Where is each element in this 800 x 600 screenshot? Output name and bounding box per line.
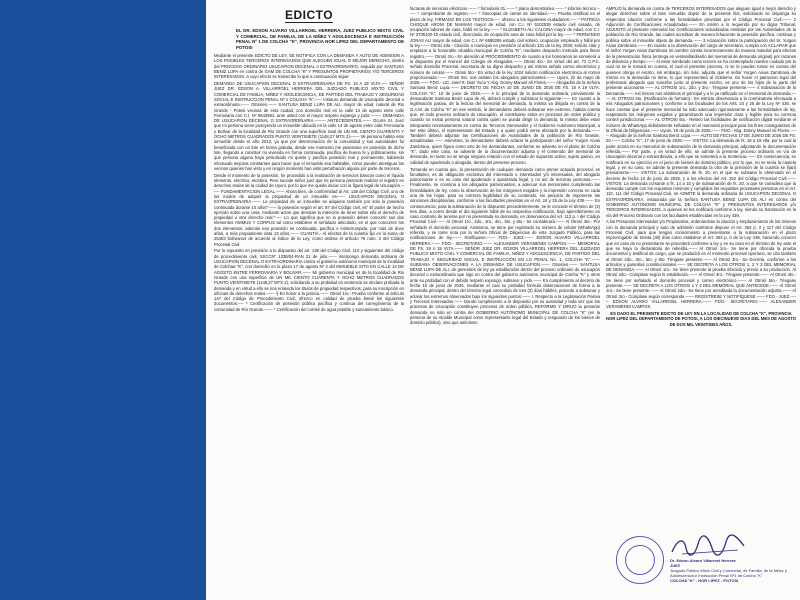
col1-paragraph: Desde el momento de la posesión, he procedido a la realización de servicios básicos como el líquido elemento, eléctrico, etcétera. Pero sucede señor juez que mi persona pretende realizar el registro en derechos reales de la ciudad de Uyuni, por lo que me queda iniciar con la figura legal de Usucapión.------ FUNDAMENTACION LEGAL.------ Ahora bien, de conformidad al Art. 138 del Código Civil, uno de los modos de adquirir la propiedad de un inmueble es------ USUCAPION DECENAL O EXTRAORDINARIA.------ La propiedad de un inmueble se adquiere también por solo la posesión continuada durante 10 años"------ la posesión según el art. 87 del Código civil, es" El poder de hecho ejercido sobre una cosa, mediante actos que denotan la intención de tener sobre ella el derecho de propiedad u otro derecho real."----- Lo que significa que en la posesión deben concurrir sus dos elementos ANIMUS Y CORPUS tal como establece el señalado articulado, en el que concurren los dos elementos, además esa posesión es continuada, pacífica e ininterrumpida, por más de doce años, a más propiamente data 13 años.------ CUANTÍA.- Al efectos de la cuantía fijo en la suma de 25403 bolivianos de acuerdo al índice de la Ley, como ordena el artículo 76 num. 2 del Código Procesal Civil. (214, 172, 404, 247)
col1-paragraph: DEMANDA DE USUCAPION DECENAL O EXTRAORDINARIA DE FS. 16 A 19 VLTA.---- SEÑOR JUEZ DR. EDSON A. VILLARROEL HERRERA DEL JUZGADO PUBLICO MIXTO CIVIL Y COMERCIAL DE FAMILIA, NIÑEZ Y ADOLESCENCIA, DE PARTIDO DEL TRABAJO Y SEGURIDAD SOCIAL E INSTRUCCION PENAL Nº 1 COLCHA "K".----- Instauro demanda de Usucapión decenal o extraordinaria.------ Otrosíes.------ SANTUSA BENIZ LUPA DE ALI, mayor de edad, natural de Rio Grande - Potosi vecinas de esta ciudad, con domicilio real en la calle 14 de agosto entre calle Ferroviaria con C.I. Nº 8643861, ante usted con el mayor respeto expongo y pido:-------- DEMANDA DE USUCAPION DECENAL O EXTRAORDINARIA.-------- ANTECEDENTES.------ Ocurre Sr. Juez que mi persona viene poseyendo un inmueble ubicado en la calle 14 de agosto entre calle Ferroviaria y Bolívar de la localidad de Río Grande con una superficie total de UN MIL CIENTO CUARENTA Y OCHO METROS CUADRADOS PUNTO VEINTISIETE (1148,27 MTS 2)------- Mi persona habita este inmueble desde el año 2012, ya que por determinación de la comunidad y sus autoridades fui beneficiada con un lote en forma gratuita, desde ese momento me posesione en posesión de dicho lote, llegando a construir mi vivienda en forma continuada, pacífica de buena fe y públicamente, sin que persona alguna haya perturbado mi quieta y pacífica posesión real y permanente, habiendo efectuado mejoras constantes para hacer que el inmueble sea habitable, como pueden atestiguar los vecinos quienes han visto y en ningún momento han visto perturbación alguna por parte de terceros. (214, 81, 404, 171)
signature-block (612, 530, 792, 594)
judge-stamp-text (670, 558, 790, 583)
judge-name: Dr. Edson Alvaro Villarroel Herrera (670, 558, 736, 563)
closing-paragraph: ES DADO EL PRESENTE EDICTO DE LEY EN LA LOCALIDAD DE COLCHA "K", PROVINCIA NOR LIPEZ DEL DEPARTAMENTO DE POTOSI, A LOS DIECINUEVE DIAS DEL MES DE AGOSTO DE DOS MIL VEINTISEIS AÑOS. (606, 311, 796, 327)
col2-paragraph: facturas de servicios eléctricos.------ * formulario 01.------ * plano demostrativo.------ * informe técnico.------ * comprobante de registro.------ * fotocopias de carnet de identidad.------ Prueba testifical en el plazo de ley, FIRMADO EN LOS TESTIGOS.---- ofrezco a los siguientes ciudadanos:----- * PATRICIA CHOQUE ARONI DE MAMANI mayor de edad, con C.I. Nº 5102538 estado civil casada, de ocupación labores de casa, hábil en la ley.------ * ELIZABETH ALI CALCINA mayor de edad, con C.I. Nº 3705100-10 estado civil, divorciada, de ocupación ama de casa hábil por la ley.------ * FERNANDO JONAS ALI mayor de edad, con C.I. Nº 6666286 estado civil soltero, ocupación empleado y hábil por la ley.------ Otrosí 2do.- Citación a municipio en previsión al artículo 131 de la ley 2028, solicito citar y emplazar a la honorable alcaldía municipal de Colcha "K", mediante despacho instruido para llevar registro.------ Otrosí 3ro.- En atención al PROCEDIMIENTO de cuanto a los honorarios se someterá a lo dispuesto por el Arancel del Colegio de Abogados.------ Otrosí 4to.- En virtud del art. 72 C.P.C. señalo domicilio Procesal, secretaria de su digno despacho y así mismo señalo correo electrónico y número de celular.------ Otrosí 5to.- En virtud de la ley 1024 solicito notificación electrónica al correo proporcionado.------ Otrosí 6to. nos asisten los abogados patrocinantes.------ Uyuni, 22 de mayo de 2026.------ FDO.- LIC. Jarel R. Diaz Yuca Y Abg. Donny Manuel Ali Flores.------ Abogados de la Señora Santusa Beniz Lupa.------ DECRETO DE FECHA 10 DE JUNIO DE 2026 DE FS. 16 A 19 VLTA. COLCHA "K", 10 de junio de 2026.------ A lo principal de la demanda ordinaria, previamente la demandante Santusa Beniz Lupa de Ali, deberá cumplir y subsanar lo siguiente:------ En cuanto a la legitimación pasiva, de la lectura del memorial de demanda, la misma va dirigida en contra de la G.A.M. de Colcha "K" en ese sentido, la demandante deberá subsanar ese extremo, habida cuenta que, en todo proceso ordinario de Usucapión, al constituirse estos en procesos de orden público y cuando no exista persona natural contra quien se pueda dirigir la demanda, la misma debe estar interpuesta necesariamente en contra de Terceros Interesados y el Gobierno Autónomo Municipal, a ser este último, el representante del Estado y a quien podrá verse afectado por la demanda.------ También deberá adjuntar las Certificaciones de Autoridades de la población de Río Grande, actualizadas.------ Asimismo, la demandante deberá aclarar la participación del señor Yurgen Aivas Zambrana, quien figura como otro de los demandantes, conforme se advierte en el plano de Colcha "K", dado este caso, se advierte de la documentación adjunta y el contenido del memorial de demanda, en tanto no se tenga ninguna relación con el estado de supuesto activo, sujeto pasivo, en calidad de apoderado o abogado, dentro del presente proceso. (410, 6, 600, 165)
court-seal-icon (616, 536, 664, 584)
col3-paragraph: A los Presuntos Interesados y/o Propietarios, ordenándose la citación y emplazamiento de los mismos con la demanda principal y auto de admisión conforme dispone el Art. 363 p. II y 117 del Código Procesal Civil, para que tengan conocimiento a presentarse a la subsanación en el plazo improrrogable de treinta (30) días como establece el Art. 363 p. II de la Ley 439, haciendo conocer que en caso de no presentarse se procederá conforme a ley y en su caso en el término de ley ante el que se haya la declaratoria de rebeldía.------ Al Otrosí 1ro.- Se tiene por ofrecida la prueba documental y testifical de cargo, que se producirá en el momento procesal oportuno, se cita también al Otrosí 2do., 3ro., 5to. y 6to. Téngase presente.------ Al Otrosí 3ro.- Se Decreta, conforme a los artículos y garantías constitucionales.------ SE DECRETA A LOS OTROSI 1, 2 Y 3 DEL MEMORIAL DE DEMANDA.------ Al Otrosí 1ro.- Se tiene presente la prueba ofrecida y previo a su producción. Al Otrosí 2do.- Cúmplase según lo establecido.------ Al Otrosí 3ro.- Téngase presente.------ Al Otrosí 4to.- Se tiene por señalado el domicilio procesal y correo electrónico.------ Al Otrosí 5to.- Téngase presente.------ SE DECRETA A LOS OTROSI 1 Y 2 DEL MEMORIAL QUE ANTECEDE.------ Al Otrosí 1ro.- Se tiene presente.------ Al Otrosí 2do.- Se tiene por acreditada la documentación adjunta.------ Al Otrosí 3ro.- Cúmplase según corresponde.------ REGÍSTRESE Y NOTIFÍQUESE.------ FDO.- JUEZ.------ EDSON ALVARO VILLARROEL HERRERA.------ FDO.- SECRETARIO.------ ALEXANDER VERAMENDI CAMPOS. (606, 219, 796, 310)
blue-margin-band (0, 0, 206, 600)
column-2 (410, 6, 600, 596)
handwritten-signature (668, 532, 748, 560)
col2-paragraph: Tomando en cuenta que, la presentación de cualquier demanda como primer actuado procesal, es facultativo, es de obligación exclusiva del interesado o interesados y/o interesadas, del abogado patrocinante o en su caso del apoderado o apoderada legal, y no así de terceras personas.------ Finalmente, se conmina a los abogados patrocinantes, a adecuar sus memoriales cumpliendo las formalidades de ley, como la observación de los márgenes exigidos y la impresión correcta en cada una de las hojas, para su correcta legibilidad de su contenido, sin perjuicio de imponerse las sanciones disciplinarias, conforme a las facultades previstas en el Art. 24 y 25 de la Ley 439.------ En consecuencia, para la subsanación de lo dispuesto precedentemente, se le concede el término de (3) tres días, a correr desde el día siguiente hábil de su respectiva notificación, bajo apercibimiento en caso contrario de tenerse por no presentada su demanda, en observancia del Art. 113 p. I del Código Procesal Civil.------ Al Otrosí 1ro., 2do., 3ro., 4to., 5to. y 6to.- Se considerará.------ Al Otrosí 4to.- Por señalado el domicilio procesal. Asimismo, se tiene por registrado su número de celular (WhatsApp) referido, y se tome nota por la señora Oficial de Diligencias de este Juzgado Público, para las notificaciones de ley.------ Notifíquese.------ FDO.- JUEZ.------ EDSON ALVARO VILLARROEL HERRERA.------ FDO.- SECRETARIO.------ ALEXANDER VERAMENDI CAMPOS.------ MEMORIAL DE FS. 19 A 19 VLTA.------ SEÑOR JUEZ DR. EDSON VILLARROEL HERRERA DEL JUZGADO PUBLICO MIXTO CIVIL Y COMERCIAL DE FAMILIA, NIÑEZ Y ADOLESCENCIA, DE PARTIDO DEL TRABAJO Y SEGURIDAD SOCIAL E INSTRUCCIÓN EN LO PENAL No. 1, COLCHA "K".------ SUBSANA OBSERVACIONES A LA DEMANDA DE USUCAPION.------ Otrosíes.------ SANTUSA BENIZ LUPA DE ALI, de generales de ley ya establecidos dentro del proceso ordinario de usucapión decenal o extraordinaria que sigo en contra del gobierno autónomo municipal de Colcha "K" y otros ante su probidad con el debido respeto expongo, subsano y pido.------ En cumplimiento al decreto de fecha 10 de junio de 2026, mediante el cual su probidad formula observaciones de forma a la demanda principal, dentro del término legal concedido de tres (3) días hábiles, procedo a subsanar y aclarar los extremos observados bajo los siguientes puntos:------ I. Respecto a la Legitimación Pasiva y Terceros Interesados.------ Dando cumplimiento a lo dispuesto por su autoridad y toda vez que los procesos de Usucapión constituyen procesos de orden público, REFORMO Y DIRIJO la presente demanda no solo en contra del GOBIERNO AUTÓNOMO MUNICIPAL DE COLCHA "K" (en la persona de su Alcalde Municipal como representante legal del Estado y resguardo de los bienes de dominio público), sino que asimismo (410, 166, 600, 326)
court-location: COLCHA "K" - NOR LIPEZ - POTOSI (670, 578, 739, 583)
column-1 (214, 6, 404, 596)
edicto-title-wrap (214, 8, 404, 23)
court-name: Juzgado Público Mixto Civil y Comercial, de Familia, de la Niñez y Adolescencia e Instrucción Penal Nº1 de Colcha "K" (670, 568, 787, 578)
col1-paragraph: Mediante el presente EDICTO DE LEY, SE NOTIFICA CON LA DEMANDA Y AUTO DE ADMISION A LOS POSIBLES TERCEROS INTERESADOS QUE ALEGUEN IGUAL O MEJOR DERECHO, dentro del PROCESO ORDINARIO USUCAPION DECENAL o EXTRAORDINARIO, seguido por SANTUSA BENIZ LUPA en contra de GAM DE COLCHA "K" Y PRESUNTOS PROPIETARIOS Y/O TERCEROS INTERESADOS, a cuyo efecto se transcribe lo que a continuación sigue: (214, 53, 404, 80)
col1-paragraph: Por lo expuesto en previsión a lo dispuesto del art. 138 del Código Civil, 110 y siguientes del código de procedimiento civil, SSCCN" 1338/04-RAN 21 de julio.------ interpongo demanda ordinaria de USUCAPION DECENAL O EXTRAORDINARIA contra el gobierno autónomo municipal de la localidad de Colchaa "K", con domicilio en la plaza 17 de agosto Nº 2 del INMUEBLE SITO EN CALLE 14 DE AGOSTO ENTRE FERROVIARIA Y BOLIVAR.------ Mi gobierno municipal es de la localidad de Rio Grande con una superficie de UN MIL CIENTO CUARENTA Y OCHO METROS CUADRADOS PUNTO VEINTISIETE (1148,27 MTS 2), solicitando a su probidad en sentencia se declare probada la demanda y en virtud a ello se nos entienda los títulos de propiedad respectivos, para su inscripción en oficinas de derechos reales.------ § En honor a la justicia.------ Otrosí 1ro.- Prueba conforme al artículo 147 del Código de Procedimiento Civil, ofrezco en calidad de prueba literal los siguientes documentos:---- * Certificación de posesión pública pacífica y continua del corregimiento de la comunidad de Río Grande.------ * Certificación del comité de agua potable y saneamiento básico. (214, 248, 404, 312)
col3-paragraph: AMPLÍO la demanda en contra de TERCEROS INTERESADOS que aleguen igual o mejor derecho y alegar derechos sobre el bien inmueble objeto de la presente litis, solicitando se disponga su respectiva citación conforme a las formalidades previstas por el Código Procesal Civil.------ 2 Adjunción de Certificaciones Actualizadas.------ En mérito a lo requerido por su digna Tribunal, ADJUNTO al presente memorial las Certificaciones actualizadas emitidas por las Autoridades de la población de Río Grande, las cuales acreditan de manera fehaciente la posesión pacífica, continua y pública sobre el inmueble objeto de demanda.------ 3 Aclaración sobre la participación del Sr. Yurgen Aivas Zambrana.------ En cuanto a la observación del cargo de secretario, cumplo con ACLARAR que el señor Yurgen Aivas Zambrana mi nombre consta incorrectamente de manera material para efectos de la presentación física (entrega en ventanilla/diseño del memorial de demanda original) por razones de distancia y tiempo.------ Al estar nombrado como tercero se ha contemplado nuestro cuidado por lo cual no se le tomará en cuenta, el cual el presente proceso, ni se le pueden tomar en cuenta del quienes otorga el escrito, sin embargo, sin más, adjunta que el señor Yurgen Aivas Zambrana de mismo en la demanda no tiene, lo que representará al Gobierno. Es hacer el patrocinio legal del profesional abogado que suscribe junto al presente escrito, es uno de los hijos de la parte del presente accionante.------ AL OTROSI 1ro., 2do. y 3ro.- Téngase presente.------ 4 Subsanación de la Demanda.------ Así mismo nos asistimos el principal y a lo ya ratificado en el memorial de demanda.------ AL OTROSI 4to. (Ratificación de formato).- En estricta observancia a la conminatoria efectuada a mis Abogados patrocinantes y conforme a las facultades de los Arts. 24 y 25 de la Ley Nº 439, se hace constar que el presente memorial ha sido adecuado rigurosamente a las formalidades de ley, respetando los márgenes exigidos y garantizando una impresión clara y legible para su correcta control jurisdiccional.------ AL OTROSI 5to.- Reitero las facilidades de notificación digital mediante el número de WhatsApp debidamente señalado en el memorial principal para los fines consiguientes de la Oficial de Diligencias.------ Uyuni, 19 de junio de 2026.------ FDO.- Abg. Donny Manuel Ali Flores.------ Abogado de la Señora Santusa Beniz Lupa.------ AUTO DE FECHAS 17 DE JUNIO DE 2026 DE FS. 20.------ Colcha "K", 17 de junio de 2026.------ VISTOS: La demanda de fs. 16 a 19 vlta. por la cual la parte actora en su memorial de subsanación de la demanda principal, adjuntando la documentación referida.------ Por parte, y en virtud de ello, se admite la presente proceso ordinario en vía de Usucapión decenal o extraordinaria, a ello que se someterá a la Sentencia.------ En consecuencia, se notificará en su ejercicio en el juicio de bienes de dominio público, por lo que, no se tenía la cautela legal, y en su caso, se admite la presente demanda la otra de la precisión de la cuantía se fijará previamente.------ VISTOS: La subsanación de fs. 20, en el que se subsana lo observado en el decreto de fecha 10 de junio de 2026, y a los efectos del Art. 252 del Código Procesal Civil.------ VISTOS: La demanda cursante a fs. 14 a 15 y de subsanación de fs. 20, a que se considera que la demanda cumple con los requisitos mínimos y cumplidos los requisitos procesales previstos en el Art. 110, 111 del Código Procesal Civil, se ADMITE la demanda ordinaria de USUCAPION DECENAL O EXTRAORDINARIA, instaurada por la Señora SANTUSA BENIZ LUPA DE ALI en contra del GOBIERNO AUTONOMO MUNICIPAL DE COLCHA "K" y PRESUNTOS INTERESADOS y/o TERCEROS INTERESADOS, a quienes se les notificará conforme a ley, siendo su tramitación en la vía del Proceso Ordinario con las facultades establecidas en la Ley 439. (606, 6, 796, 218)
judge-title: JUEZ (670, 563, 681, 568)
edicto-title: EDICTO (284, 8, 334, 22)
column-3 (606, 6, 796, 528)
edicto-intro: EL DR. EDSON ALVARO VILLARROEL HERRERA, JUEZ PUBLICO MIXTO CIVIL Y COMERCIAL, DE FAMILIA, DE LA NIÑEZ Y ADOLESCENCIA E INSTRUCCIÓN PENAL Nº 1 DE COLCHA "K", PROVINCIA NOR LIPEZ DEL DEPARTAMENTO DE POTOSI (236, 28, 404, 50)
